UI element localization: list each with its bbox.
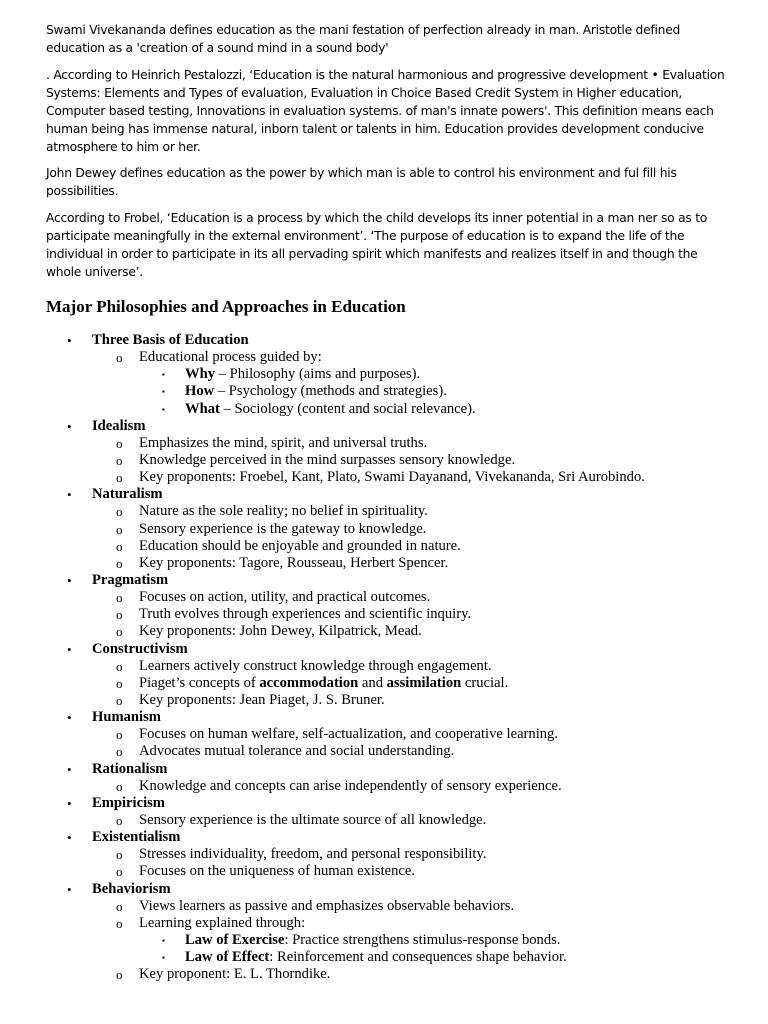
outline-item-constructivism [0,641,768,658]
bullet-circle-icon: o [116,521,123,537]
bullet-circle-icon: o [116,864,123,880]
outline-item-title: Pragmatism [92,571,169,588]
outline-subitem-text: Key proponents: Tagore, Rousseau, Herbert Spencer. [139,554,449,571]
outline-item-rationalism [0,761,768,778]
outline-subitem [0,606,768,623]
outline-subitem [0,846,768,863]
bullet-circle-icon: o [116,812,123,828]
bullet-disc-icon: • [67,641,72,657]
term: Why [185,366,216,383]
bullet-square-icon: ▪ [162,370,165,380]
outline-subitem-text: Truth evolves through experiences and scientific inquiry. [139,606,472,623]
outline-subsubitem [0,932,768,949]
philosophies-outline [0,332,768,983]
outline-subitem-text: Key proponents: Froebel, Kant, Plato, Swami Dayanand, Vivekananda, Sri Aurobindo. [139,469,645,486]
bullet-square-icon: ▪ [162,953,165,963]
outline-subitem [0,898,768,915]
term: Law of Effect [185,949,270,966]
outline-subitem [0,743,768,760]
intro-paragraph-pestalozzi: . According to Heinrich Pestalozzi, ‘Education is the natural harmonious and progressive development • Evaluation Systems: Elements and Types of evaluation, Evaluation in Choice Based Credit System in Higher education, Computer based testing, Innovations in evaluation systems. of man's innate powers'. This definition means each human being has immense natural, inborn talent or talents in him. Education provides development conducive atmosphere to him or her. [46,68,725,154]
outline-subitem [0,778,768,795]
bullet-disc-icon: • [67,333,72,348]
bullet-circle-icon: o [116,658,123,674]
outline-subitem-text: Educational process guided by: [139,349,322,366]
bullet-circle-icon: o [116,778,123,794]
outline-subitem-text: Sensory experience is the ultimate source of all knowledge. [139,811,487,828]
term: accommodation [259,674,359,691]
text-fragment: and [358,674,387,691]
bullet-circle-icon: o [116,504,123,520]
outline-subitem [0,435,768,452]
bullet-circle-icon: o [116,590,123,606]
outline-subitem-text: Key proponents: John Dewey, Kilpatrick, Mead. [139,623,422,640]
term: How [185,383,215,400]
section-heading: Major Philosophies and Approaches in Education [46,297,406,316]
outline-subitem-text: Key proponents: Jean Piaget, J. S. Bruner. [139,691,385,708]
outline-subitem-text: Key proponent: E. L. Thorndike. [139,966,331,983]
outline-item-title: Idealism [92,417,146,434]
bullet-circle-icon: o [116,898,123,914]
outline-subitem-text: Learners actively construct knowledge through engagement. [139,657,492,674]
outline-subitem-text: Knowledge and concepts can arise independently of sensory experience. [139,777,562,794]
outline-subitem-text: Education should be enjoyable and grounded in nature. [139,537,461,554]
bullet-disc-icon: • [67,761,72,777]
bullet-circle-icon: o [116,847,123,863]
outline-subitem [0,469,768,486]
bullet-circle-icon: o [116,692,123,708]
bullet-disc-icon: • [67,418,72,434]
outline-subsubitem [0,401,768,418]
outline-subitem [0,555,768,572]
bullet-circle-icon: o [116,675,123,691]
bullet-disc-icon: • [67,830,72,846]
outline-item-pragmatism [0,572,768,589]
outline-subitem [0,623,768,640]
outline-item-title: Three Basis of Education [92,332,249,348]
outline-subitem [0,966,768,983]
term: What [185,400,220,417]
outline-subitem [0,589,768,606]
definition: – Philosophy (aims and purposes). [215,366,421,383]
term: Law of Exercise [185,931,285,948]
outline-subitem [0,503,768,520]
outline-subitem-text: Views learners as passive and emphasizes observable behaviors. [139,897,515,914]
outline-subitem-text: Stresses individuality, freedom, and personal responsibility. [139,846,487,863]
outline-subitem [0,452,768,469]
bullet-disc-icon: • [67,487,72,503]
outline-item-title: Constructivism [92,640,188,657]
outline-subitem-text: Focuses on human welfare, self-actualization, and cooperative learning. [139,726,559,743]
term: assimilation [386,674,462,691]
outline-subsubitem [0,366,768,383]
outline-subitem [0,538,768,555]
bullet-circle-icon: o [116,607,123,623]
outline-subitem [0,349,768,366]
outline-item-title: Humanism [92,709,161,726]
bullet-circle-icon: o [116,624,123,640]
intro-paragraph-dewey: John Dewey defines education as the power by which man is able to control his environment and ful fill his possibilities. [46,166,677,198]
bullet-circle-icon: o [116,744,123,760]
outline-item-behaviorism [0,881,768,898]
text-fragment: Piaget’s concepts of [139,674,260,691]
outline-item-humanism [0,709,768,726]
outline-subitem-text: Advocates mutual tolerance and social understanding. [139,743,455,760]
outline-item-empiricism [0,795,768,812]
outline-item-title: Empiricism [92,794,165,811]
definition: : Practice strengthens stimulus-response bonds. [284,931,561,948]
bullet-circle-icon: o [116,470,123,486]
definition: – Psychology (methods and strategies). [214,383,447,400]
outline-subitem-text: Nature as the sole reality; no belief in spirituality. [139,503,428,520]
outline-subitem [0,675,768,692]
outline-subitem [0,915,768,932]
outline-subitem [0,726,768,743]
outline-item-idealism [0,418,768,435]
bullet-disc-icon: • [67,710,72,726]
outline-item-title: Behaviorism [92,880,171,897]
outline-subitem [0,812,768,829]
bullet-circle-icon: o [116,915,123,931]
bullet-circle-icon: o [116,967,123,983]
outline-subitem-text: Sensory experience is the gateway to knowledge. [139,520,427,537]
outline-subitem [0,521,768,538]
outline-subitem-text: Learning explained through: [139,914,306,931]
outline-subitem-text: Focuses on the uniqueness of human existence. [139,863,416,880]
intro-paragraph-vivekananda: Swami Vivekananda defines education as the mani festation of perfection already in man. Aristotle defined education as a 'creation of a sound mind in a sound body' [46,23,681,55]
bullet-circle-icon: o [116,452,123,468]
outline-item-basis [0,332,768,349]
outline-subitem [0,863,768,880]
bullet-disc-icon: • [67,795,72,811]
bullet-disc-icon: • [67,881,72,897]
bullet-circle-icon: o [116,555,123,571]
text-fragment: crucial. [461,674,509,691]
outline-item-existentialism [0,829,768,846]
bullet-circle-icon: o [116,727,123,743]
bullet-circle-icon: o [116,350,123,366]
bullet-circle-icon: o [116,538,123,554]
outline-subitem [0,658,768,675]
bullet-square-icon: ▪ [162,404,165,414]
bullet-disc-icon: • [67,572,72,588]
outline-item-title: Rationalism [92,760,168,777]
outline-item-title: Naturalism [92,486,163,503]
outline-subsubitem [0,383,768,400]
outline-subitem-text: Knowledge perceived in the mind surpasses sensory knowledge. [139,451,516,468]
outline-subitem-text: Focuses on action, utility, and practical outcomes. [139,589,431,606]
bullet-circle-icon: o [116,435,123,451]
outline-item-naturalism [0,486,768,503]
outline-item-title: Existentialism [92,829,181,846]
intro-paragraph-frobel: According to Frobel, ‘Education is a process by which the child develops its inner potential in a man ner so as to participate meaningfully in the external environment’. ‘The purpose of education is to expand the life of the individual in order to participate in its all pervading spirit which manifests and realizes itself in and though the whole universe’. [46,211,708,279]
outline-subitem [0,692,768,709]
definition: – Sociology (content and social relevance). [219,400,476,417]
definition: : Reinforcement and consequences shape behavior. [269,949,567,966]
bullet-square-icon: ▪ [162,935,165,945]
outline-subitem-text: Emphasizes the mind, spirit, and universal truths. [139,434,428,451]
bullet-square-icon: ▪ [162,387,165,397]
outline-subsubitem [0,949,768,966]
